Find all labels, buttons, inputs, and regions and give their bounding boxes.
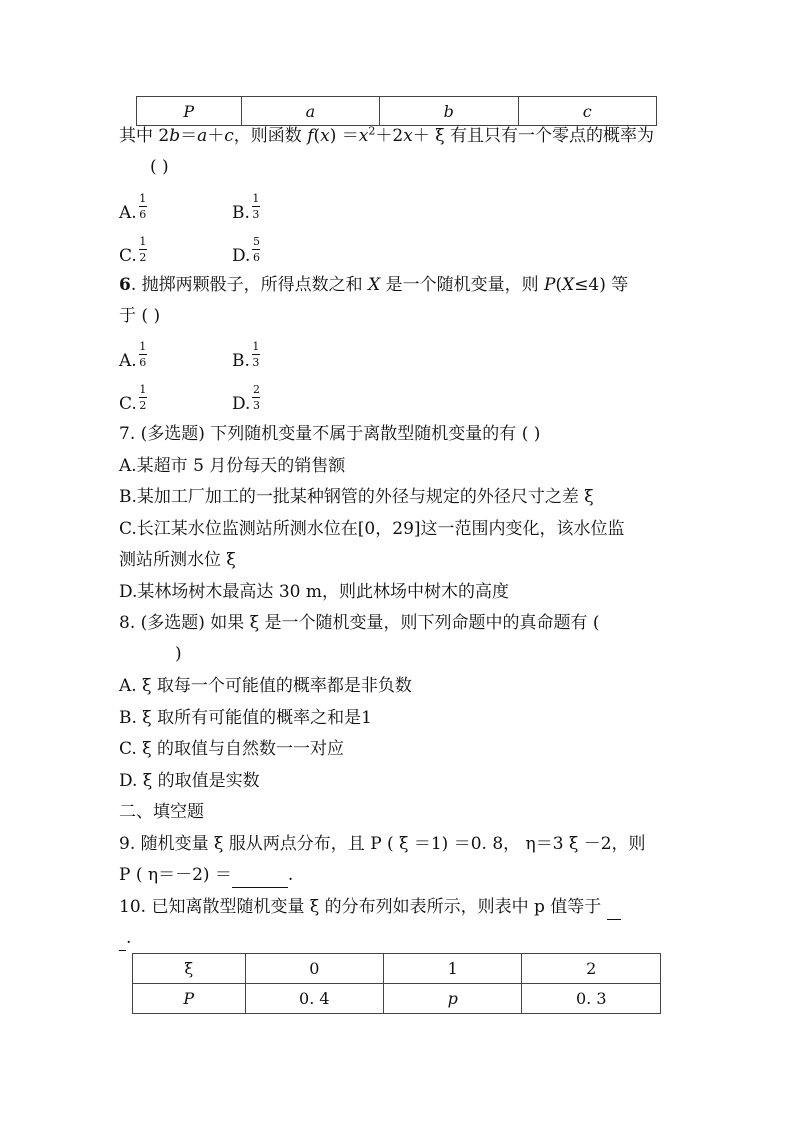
q7-option-C-line2: 测站所测水位 ξ bbox=[119, 550, 236, 570]
table-cell: 0. 3 bbox=[522, 984, 661, 1014]
q7-option-D: D.某林场树木最高达 30 m，则此林场中树木的高度 bbox=[119, 582, 509, 602]
q5-options-row-2 bbox=[119, 235, 260, 268]
table-cell: p bbox=[384, 984, 522, 1014]
q8-option-C: C. ξ 的取值与自然数一一对应 bbox=[119, 739, 344, 759]
table-cell: P bbox=[137, 97, 242, 126]
option-B: B. $\frac{1}{3}$ bbox=[232, 340, 260, 371]
option-D: D. $\frac{2}{3}$ bbox=[232, 383, 260, 414]
q5-distribution-table bbox=[136, 96, 657, 126]
table-cell: 2 bbox=[522, 954, 661, 984]
answer-blank[interactable] bbox=[607, 895, 621, 920]
q9-stem-line2: P ( η＝－2) ＝ . bbox=[119, 863, 293, 888]
table-cell: a bbox=[241, 97, 379, 126]
q7-option-A: A.某超市 5 月份每天的销售额 bbox=[119, 456, 346, 476]
table-cell: c bbox=[518, 97, 656, 126]
q6-options-row-2 bbox=[119, 383, 260, 416]
option-B: B. $\frac{1}{3}$ bbox=[232, 192, 260, 223]
table-cell: b bbox=[380, 97, 518, 126]
answer-blank-cont bbox=[119, 926, 126, 951]
option-A: A. $\frac{1}{6}$ bbox=[119, 340, 147, 371]
q7-option-C: C.长江某水位监测站所测水位在[0，29]这一范围内变化，该水位监 bbox=[119, 519, 625, 539]
option-D: D. $\frac{5}{6}$ bbox=[232, 235, 260, 266]
q10-stem: 10. 已知离散型随机变量 ξ 的分布列如表所示，则表中 p 值等于 bbox=[119, 895, 621, 920]
q10-stem-line2: . bbox=[119, 926, 131, 951]
option-C: C. $\frac{1}{2}$ bbox=[119, 383, 147, 414]
q8-option-D: D. ξ 的取值是实数 bbox=[119, 771, 260, 791]
q8-option-A: A. ξ 取每一个可能值的概率都是非负数 bbox=[119, 676, 412, 696]
option-C: C. $\frac{1}{2}$ bbox=[119, 235, 147, 266]
q6-stem-line2: 于 ( ) bbox=[119, 306, 161, 326]
q8-stem: 8. (多选题) 如果 ξ 是一个随机变量，则下列命题中的真命题有 ( bbox=[119, 613, 600, 633]
q6-options-row-1 bbox=[119, 340, 260, 373]
q6-stem: 6. 抛掷两颗骰子，所得点数之和 X 是一个随机变量，则 P(X≤4) 等 bbox=[119, 275, 629, 295]
q7-stem: 7. (多选题) 下列随机变量不属于离散型随机变量的有 ( ) bbox=[119, 424, 541, 444]
table-cell: 1 bbox=[384, 954, 522, 984]
q5-answer-paren: ( ) bbox=[150, 157, 169, 177]
section-heading: 二、填空题 bbox=[119, 802, 204, 822]
q7-option-B: B.某加工厂加工的一批某种钢管的外径与规定的外径尺寸之差 ξ bbox=[119, 487, 594, 507]
q5-stem: 其中 2b＝a＋c，则函数 $f(x) =x^2+2x+ \xi$ 有且只有一个零点的概率为 bbox=[119, 124, 654, 146]
option-A: A. $\frac{1}{6}$ bbox=[119, 192, 147, 223]
q10-distribution-table bbox=[132, 953, 661, 1014]
q9-stem: 9. 随机变量 ξ 服从两点分布，且 P ( ξ ＝1) ＝0. 8， η＝3 ξ －2，则 bbox=[119, 834, 646, 854]
q8-stem-paren: ) bbox=[175, 644, 182, 664]
answer-blank[interactable] bbox=[232, 863, 288, 888]
q8-option-B: B. ξ 取所有可能值的概率之和是1 bbox=[119, 708, 372, 728]
table-cell: 0. 4 bbox=[245, 984, 383, 1014]
q5-options-row-1 bbox=[119, 192, 260, 225]
table-cell: P bbox=[133, 984, 246, 1014]
table-cell: ξ bbox=[133, 954, 246, 984]
table-cell: 0 bbox=[245, 954, 383, 984]
